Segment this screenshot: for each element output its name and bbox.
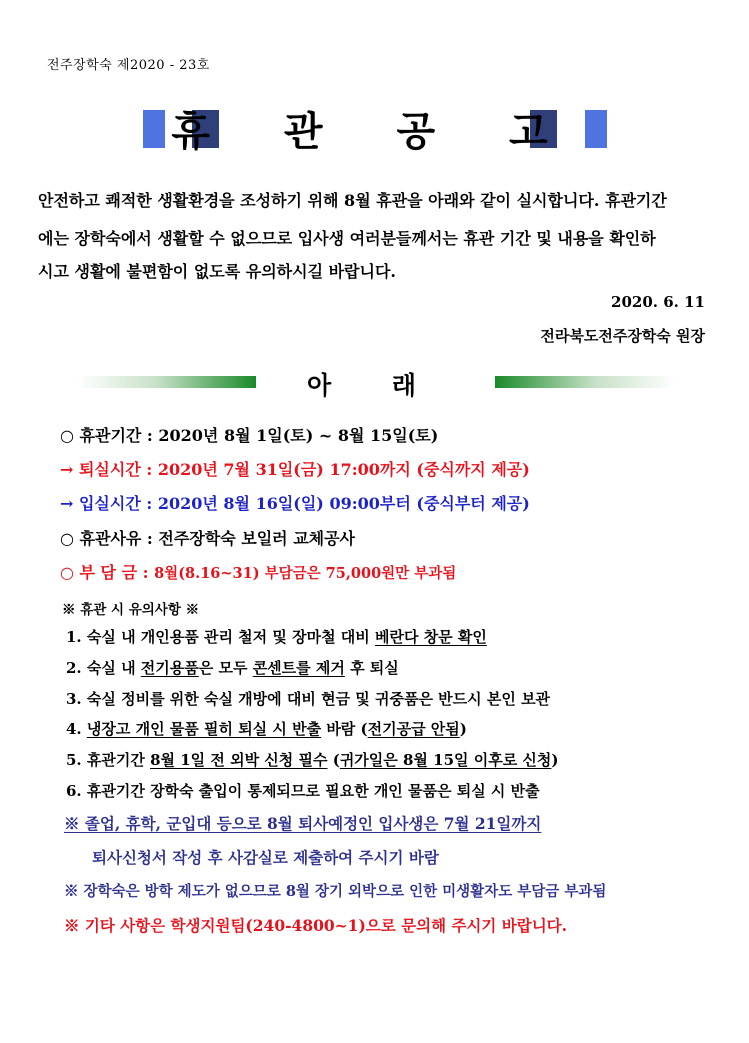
section-heading: 아 래 xyxy=(306,371,442,400)
intro-line-2: 에는 장학숙에서 생활할 수 없으므로 입사생 여러분들께서는 휴관 기간 및 내용을 확인하 xyxy=(38,229,656,248)
checkout-time: → 퇴실시간 : 2020년 7월 31일(금) 17:00까지 (중식까지 제공) xyxy=(60,460,530,479)
intro-line-1: 안전하고 쾌적한 생활환경을 조성하기 위해 8월 휴관을 아래와 같이 실시합니다. 휴관기간 xyxy=(38,191,667,210)
note-2-underlined-1: 전기용품 xyxy=(140,659,199,677)
note-5-mid: ( xyxy=(327,751,340,769)
checkin-time: → 입실시간 : 2020년 8월 16일(일) 09:00부터 (중식부터 제공) xyxy=(60,494,530,513)
closure-reason: ○ 휴관사유 : 전주장학숙 보일러 교체공사 xyxy=(60,529,356,548)
note-4-text: 4. xyxy=(66,720,87,738)
note-1-underlined: 베란다 창문 확인 xyxy=(375,628,487,646)
note-1-text: 1. 숙실 내 개인용품 관리 철저 및 장마철 대비 xyxy=(66,628,375,646)
note-2-text: 2. 숙실 내 xyxy=(66,659,141,677)
gradient-bar-right xyxy=(495,376,675,388)
note-3: 3. 숙실 정비를 위한 숙실 개방에 대비 현금 및 귀중품은 반드시 본인 보관 xyxy=(66,690,551,708)
note-2 xyxy=(66,657,399,678)
note-4 xyxy=(66,718,467,739)
issuer: 전라북도전주장학숙 원장 xyxy=(540,327,705,345)
note-5-underlined-2: 귀가일은 8월 15일 이후로 신청 xyxy=(339,751,552,769)
remark-fee-policy: ※ 장학숙은 방학 제도가 없으므로 8월 장기 외박으로 인한 미생활자도 부담금 부과됨 xyxy=(64,883,607,900)
intro-line-3: 시고 생활에 불편함이 없도록 유의하시길 바랍니다. xyxy=(38,262,396,281)
note-1 xyxy=(66,626,487,647)
note-4-underlined-1: 냉장고 개인 물품 필히 퇴실 시 반출 xyxy=(86,720,322,738)
note-2-underlined-2: 콘센트를 제거 xyxy=(252,659,345,677)
remark-withdrawal-2: 퇴사신청서 작성 후 사감실로 제출하여 주시기 바람 xyxy=(92,848,439,867)
remark-withdrawal-1: ※ 졸업, 휴학, 군입대 등으로 8월 퇴사예정인 입사생은 7월 21일까지 xyxy=(64,814,542,833)
note-4-mid: 바람 ( xyxy=(321,720,368,738)
note-6: 6. 휴관기간 장학숙 출입이 통제되므로 필요한 개인 물품은 퇴실 시 반출 xyxy=(66,782,540,800)
document-number: 전주장학숙 제2020 - 23호 xyxy=(47,58,210,73)
fee-label: ○ 부 담 금 : xyxy=(60,563,155,582)
notes-heading: ※ 휴관 시 유의사항 ※ xyxy=(62,602,200,618)
note-2-mid: 은 모두 xyxy=(198,659,253,677)
fee-notice xyxy=(60,560,456,583)
page-title: 휴 관 공 고 xyxy=(171,108,578,155)
note-5-underlined-1: 8월 1일 전 외박 신청 필수 xyxy=(150,751,328,769)
note-4-end: ) xyxy=(459,720,467,738)
remark-contact: ※ 기타 사항은 학생지원팀(240-4800~1)으로 문의해 주시기 바랍니다. xyxy=(64,916,568,935)
note-4-underlined-2: 전기공급 안됨 xyxy=(367,720,460,738)
fee-value: 8월(8.16~31) 부담금은 75,000원만 부과됨 xyxy=(154,565,457,582)
notice-date: 2020. 6. 11 xyxy=(611,293,705,311)
note-5 xyxy=(66,749,559,770)
closure-period: ○ 휴관기간 : 2020년 8월 1일(토) ~ 8월 15일(토) xyxy=(60,426,439,445)
note-5-end: ) xyxy=(551,751,559,769)
note-2-end: 후 퇴실 xyxy=(344,659,399,677)
note-5-text: 5. 휴관기간 xyxy=(66,751,151,769)
section-heading-bar xyxy=(0,368,749,398)
